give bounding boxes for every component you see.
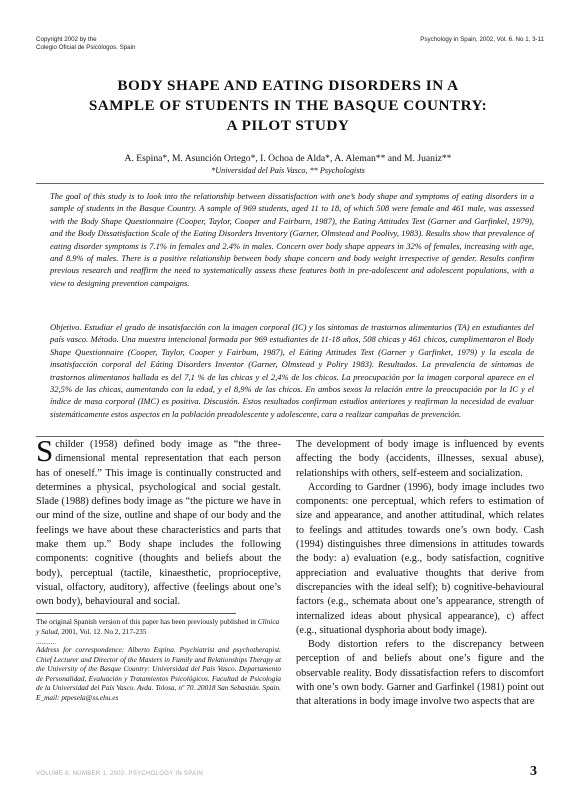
page-number: 3 bbox=[530, 764, 537, 779]
journal-citation: Psychology in Spain, 2002, Vol. 6. No 1, 3-11 bbox=[420, 36, 544, 43]
abstract-english: The goal of this study is to look into the relationship between dissatisfaction with one’s body shape and symptoms of eating disorders in a sample of students in the Basque Country. A sample of 969 students, aged 11 to 18, of which 508 were female and 461 male, was assessed with the Body Shape Questionnaire (Cooper, Taylor, Cooper and Fairburn, 1987), the Eating Attitudes Test (Garner and Garfinkel, 1979), and the Body Dissatisfaction Scale of the Eating Disorders Inventory (Garner, Olmstead and Poolivy, 1983). Results show that prevalence of eating disorder symptoms is 7.1% in females and 2.4% in males. Concern over body shape appears in 32% of females, increasing with age, and 8.9% of males. There is a positive relationship between body shape concern and body weight irrespective of gender. Results confirm previous research and reaffirm the need to systematically assess these features both in pre-adolescent and adolescent populations, with a view to designing prevention campaigns. bbox=[50, 191, 534, 288]
copyright-line-2: Colegio Oficial de Psicólogos. Spain bbox=[36, 44, 136, 51]
body-paragraph-2: The development of body image is influenced by events affecting the body (accidents, illnesses, sexual abuse), relationships with others, self-esteem and socialization. bbox=[296, 439, 544, 479]
article-title bbox=[60, 76, 516, 136]
body-paragraph-3: According to Gardner (1996), body image includes two components: one perceptual, which refers to estimation of size and appearance, and another attitudinal, which relates to feelings and attitudes towards one’s own body. Cash (1994) distinguishes three dimensions in attitudes towards the body: a) evaluation (e.g., body satisfaction, cognitive appreciation and evaluative thoughts that derive from discrepancies with the ideal self); b) cognitive-behavioural factors (e.g., schemata about one’s appearance, strength of internalized ideas about physical appearance), c) affect (e.g., situational dysphoria about body image). bbox=[296, 481, 544, 636]
copyright-line-1: Copyright 2002 by the bbox=[36, 36, 97, 43]
bottom-rule bbox=[36, 436, 544, 437]
title-line-1: BODY SHAPE AND EATING DISORDERS IN A bbox=[117, 77, 459, 94]
running-footer: VOLUME 6. NUMBER 1. 2002. PSYCHOLOGY IN SPAIN bbox=[36, 771, 203, 777]
title-line-3: A PILOT STUDY bbox=[226, 117, 350, 134]
body-paragraph-4: Body distortion refers to the discrepancy between perception of and beliefs about one’s figure and the observable reality. Body dissatisfaction refers to discomfort with one’s own body. Garner and Garfinkel (1981) point out that alterations in body image involve two aspects that are bbox=[296, 639, 544, 708]
abstract-spanish: Objetivo. Estudiar el grado de insatisfacción con la imagen corporal (IC) y los síntomas de trastornos alimentarios (TA) en estudiantes del país vasco. Método. Una muestra intencional formada por 969 estudiantes de 11-18 años, 508 chicas y 461 chicos, cumplimentaron el Body Shape Questionnaire (Cooper, Taylor, Cooper y Fairbum, 1987), el Eáting Attitudes Test (Garner y Garfinket, 1979) y la escala de insatisfacción corporal del Eáting Disorders Inventor (Garner, Olmstead y Poliry 1983). Resultados. La prevalencia de síntomas de trastornos alimentanos hallada es del 7,1 % de las chicas y el 2,4% de los chicos. La preocupación por la imagen corporal aparece en el 32,5% de las chicas, aumentando con la edad, y el 8,9% de las chicos. En ambos sexos la relación entre la preocupación por la IC y el índice de masa corporal (IMC) es positiva. Discusión. Estos resultados confirman estudios anteriores y reafirman la necesidad de evaluar sistemáticamente estos aspectos en la población preadolescente y adolescente, cara a realizar campañas de prevención. bbox=[50, 322, 534, 419]
footnote-separator: ........... bbox=[36, 637, 57, 646]
drop-cap: S bbox=[36, 433, 54, 468]
top-rule bbox=[36, 183, 544, 184]
body-right-column bbox=[296, 438, 544, 710]
authors: A. Espina*, M. Asunción Ortego*, I. Ochoa de Alda*, A. Aleman** and M. Juaniz** bbox=[124, 153, 452, 164]
footnote-original-suffix: 2001, Vol. 12. No 2, 217-235 bbox=[59, 626, 147, 636]
body-paragraph-1: childer (1958) defined body image as “the three-dimensional mental representation that each person has of oneself.” This image is continually constructed and determines a physical, psychological and social gestalt. Slade (1988) defines body image as “the picture we have in our mind of the size, outline and shape of our body and the feelings we have about these characteristics and parts that make them up.” Body shape includes the following components: cognitive (thoughts and beliefs about the body), perceptual (tactile, kinaesthetic, proprioceptive, visual, olfactory, auditory), affective (feelings about one’s own body), behavioural and social. bbox=[36, 439, 281, 608]
footnote-original-version bbox=[36, 617, 281, 636]
footnote-correspondence: Address for correspondence: Alberto Espina. Psychiatrist and psychotherapist. Chief Lecturer and Director of the Masters in Family and Relationships Therapy at the University of the Basque Country: Universidad del País Vasco. Departamento de Personalidad, Evaluación y Tratamientos Psicológicos. Facultad de Psicología de la Universidad del País Vasco. Avda. Tolosa, nº 70. 20018 San Sebastián. Spain. E_mail: ptpesela@ss.ehu.es bbox=[36, 645, 281, 702]
footnote-original-journal: Clínica y Salud, bbox=[36, 617, 280, 636]
footnote-rule bbox=[36, 613, 236, 614]
title-line-2: SAMPLE OF STUDENTS IN THE BASQUE COUNTRY: bbox=[88, 97, 488, 114]
affiliation: *Universidad del País Vasco, ** Psychologists bbox=[211, 166, 365, 175]
footnote-original-prefix: The original Spanish version of this paper has been previously published in bbox=[36, 617, 258, 626]
body-left-column bbox=[36, 433, 281, 610]
